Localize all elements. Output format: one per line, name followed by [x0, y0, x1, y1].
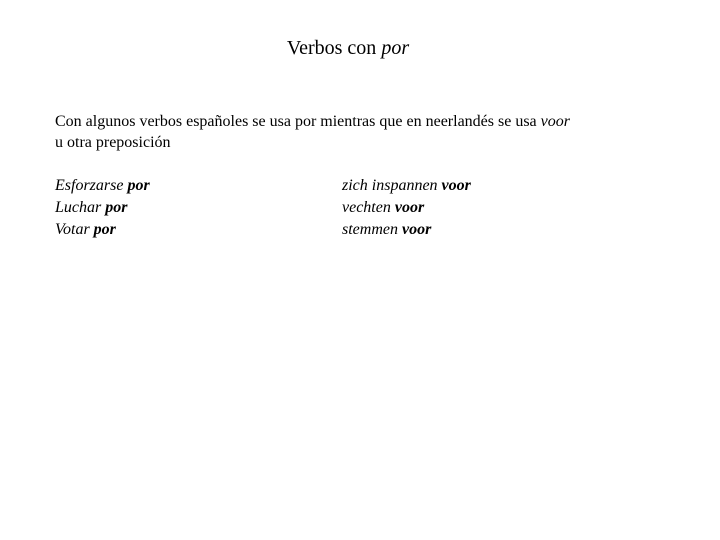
spanish-verb: Votar	[55, 221, 94, 238]
intro-paragraph	[55, 111, 655, 153]
spanish-verb: Luchar	[55, 199, 106, 216]
dutch-verb-row	[342, 219, 471, 241]
dutch-verb: stemmen	[342, 221, 402, 238]
dutch-verb-row	[342, 197, 471, 219]
spanish-verb: Esforzarse	[55, 177, 128, 194]
title-emphasis: por	[381, 37, 410, 59]
intro-text-line2: u otra preposición	[55, 134, 171, 151]
dutch-verb-row	[342, 175, 471, 197]
slide-title	[0, 36, 696, 60]
spanish-verb-row	[55, 175, 150, 197]
title-text: Verbos con	[286, 37, 382, 59]
dutch-verb-list	[342, 175, 471, 241]
spanish-preposition: por	[93, 221, 116, 238]
dutch-preposition: voor	[401, 221, 432, 238]
spanish-verb-row	[55, 219, 150, 241]
dutch-verb: zich inspannen	[342, 177, 442, 194]
dutch-preposition: voor	[394, 199, 425, 216]
spanish-preposition: por	[127, 177, 150, 194]
spanish-verb-row	[55, 197, 150, 219]
spanish-preposition: por	[105, 199, 128, 216]
spanish-verb-list	[55, 175, 150, 241]
dutch-preposition: voor	[441, 177, 471, 194]
dutch-verb: vechten	[342, 199, 395, 216]
intro-emphasis: voor	[540, 113, 570, 130]
intro-text: Con algunos verbos españoles se usa por mientras que en neerlandés se usa	[55, 113, 541, 130]
